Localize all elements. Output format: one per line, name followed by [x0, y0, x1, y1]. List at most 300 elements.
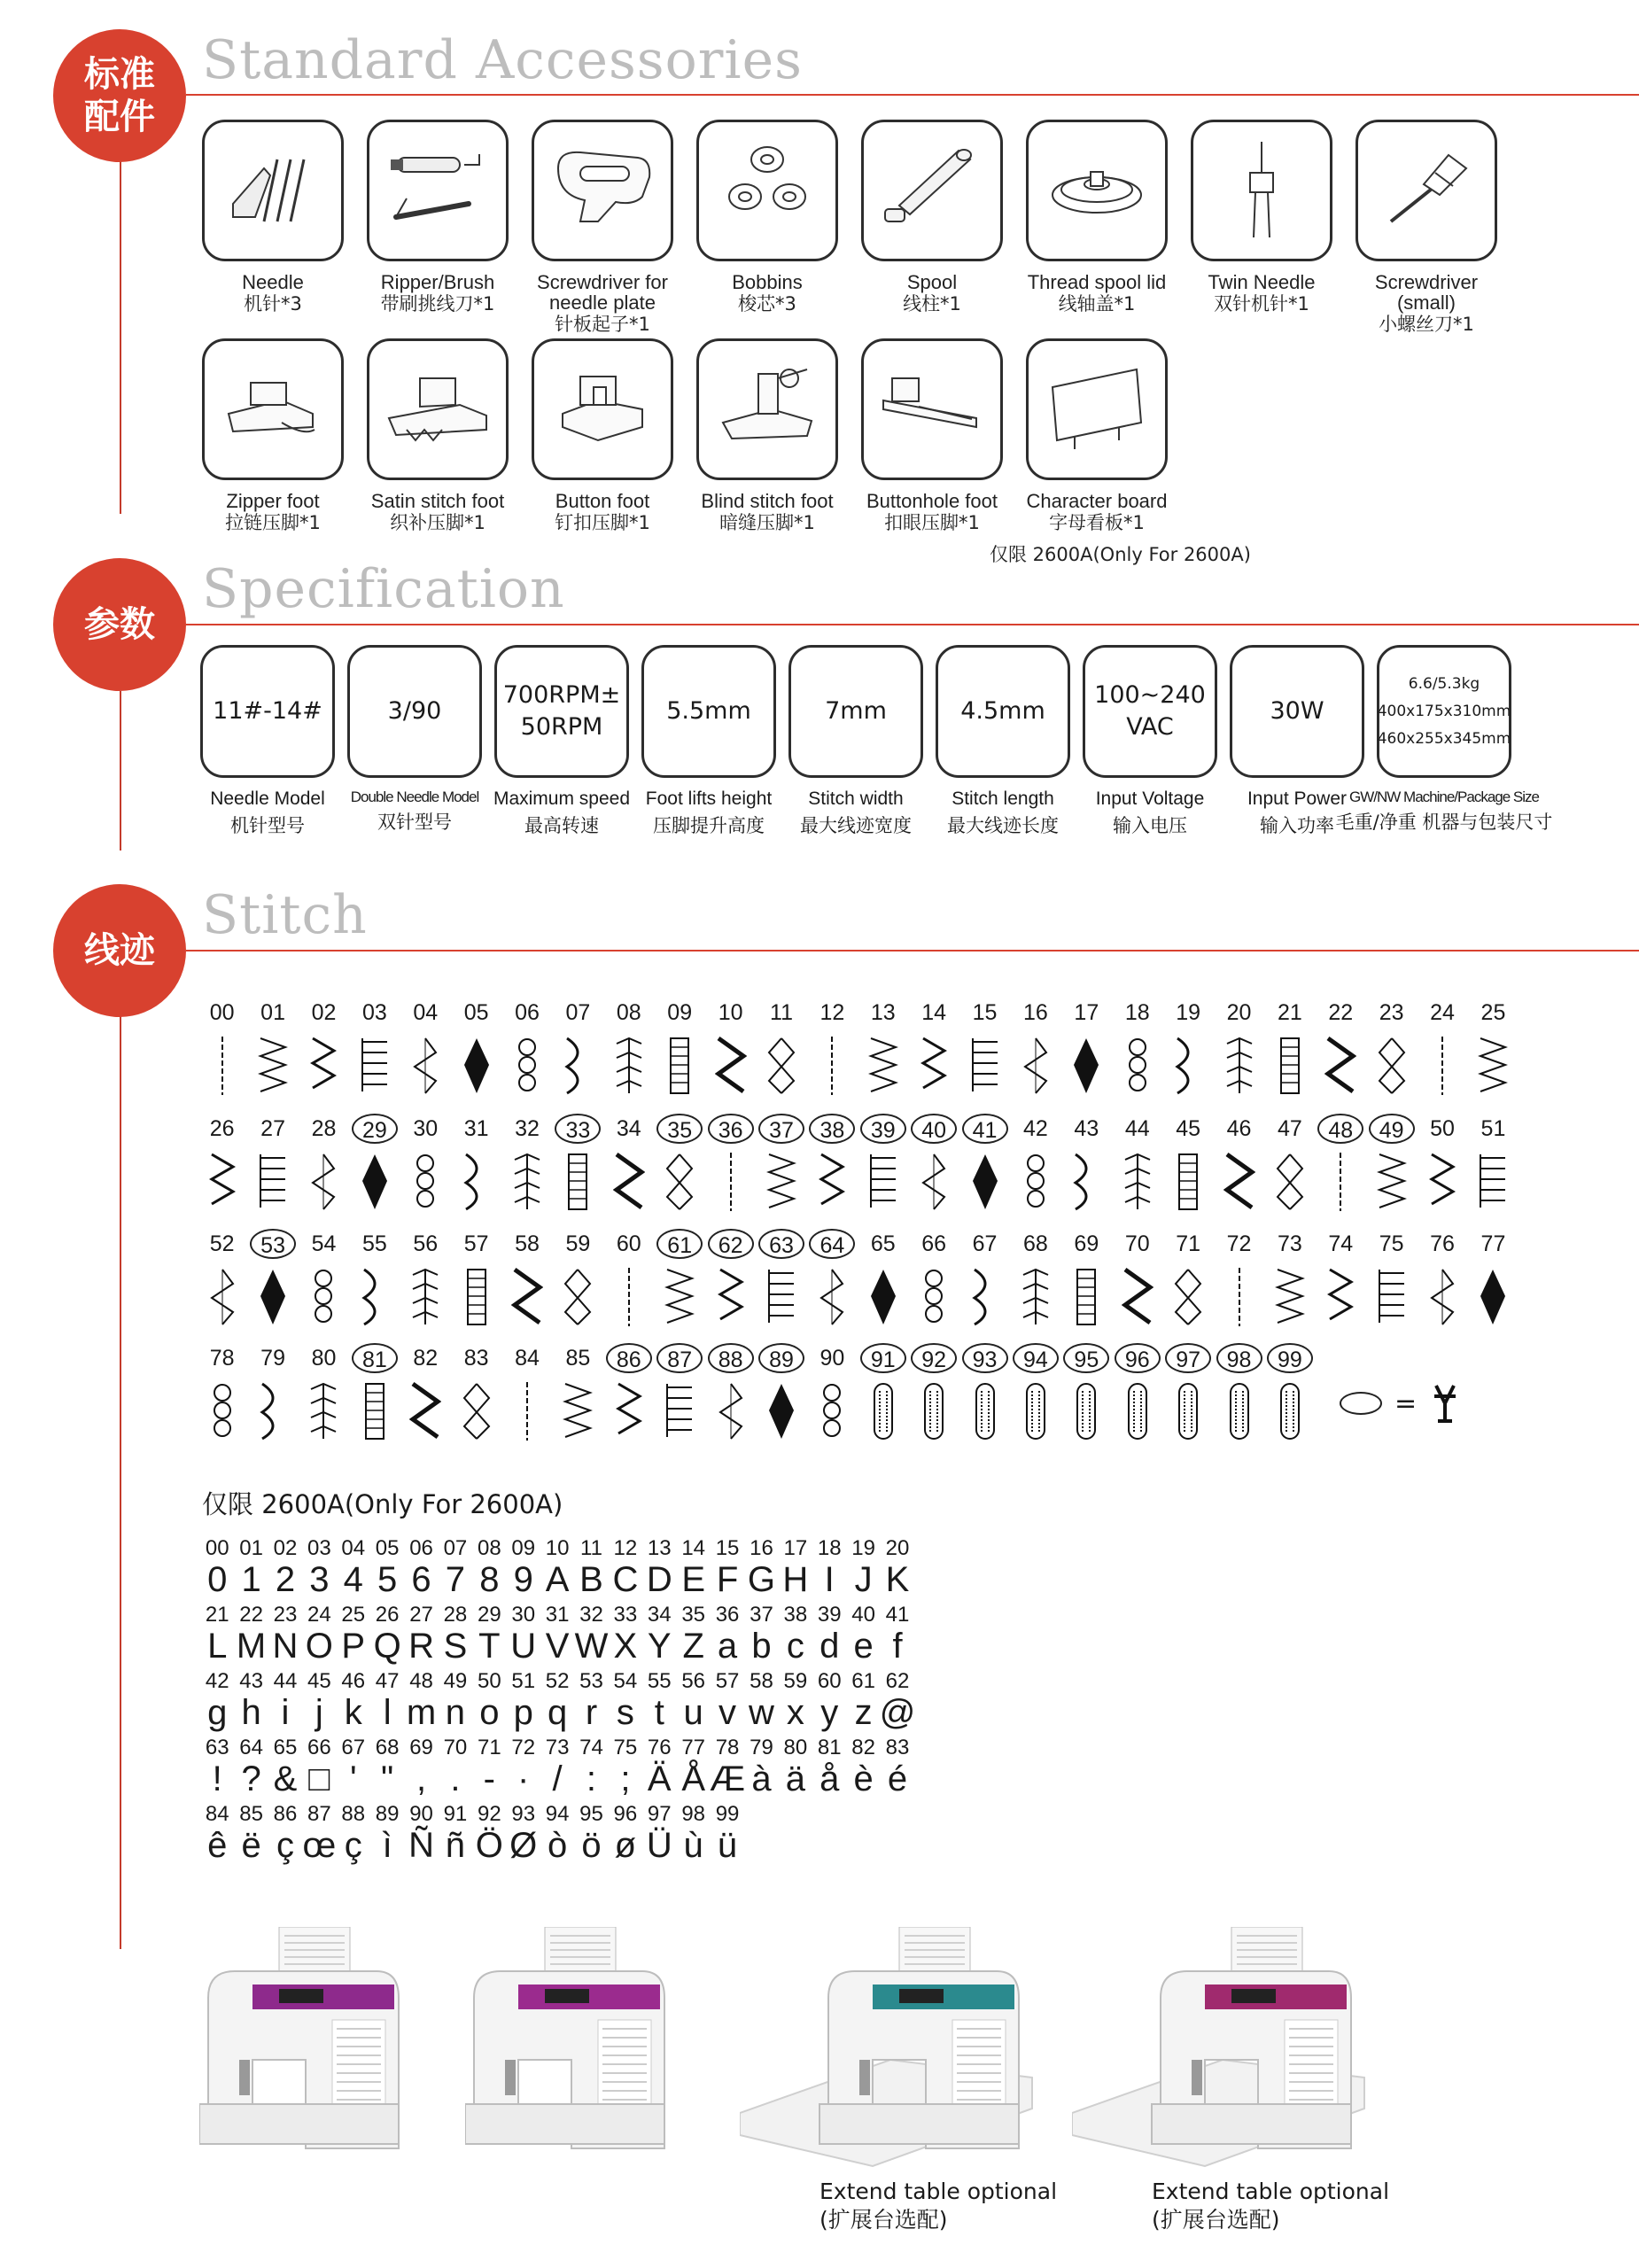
- accessory-item: [202, 120, 344, 337]
- spec-label-en: Double Needle Model: [350, 788, 479, 805]
- stitch-item: [299, 1343, 349, 1442]
- character-number: 64: [239, 1736, 263, 1759]
- character-item: [234, 1604, 268, 1666]
- spec-item: [1335, 645, 1553, 838]
- character-glyph: b: [751, 1627, 772, 1666]
- character-glyph: ë: [241, 1826, 261, 1865]
- character-number: 74: [579, 1736, 603, 1759]
- stitch-item: [1264, 998, 1315, 1097]
- stitch-number: 76: [1430, 1231, 1455, 1256]
- stitch-number: 29: [352, 1114, 398, 1144]
- spec-value-box: 6.6/5.3kg 400x175x310mm 460x255x345mm: [1377, 645, 1511, 778]
- stitch-pattern-icon: [307, 1151, 339, 1213]
- character-number: 19: [851, 1536, 875, 1560]
- stitch-number: 45: [1176, 1116, 1201, 1141]
- stitch-pattern-icon: [1426, 1035, 1458, 1097]
- stitch-item: [1214, 998, 1264, 1097]
- stitch-item: [756, 1229, 806, 1328]
- stitch-number: 60: [616, 1231, 641, 1256]
- character-glyph: □: [308, 1759, 330, 1798]
- stitch-pattern-icon: [765, 1380, 797, 1442]
- character-number: 63: [205, 1736, 229, 1759]
- oval-icon: [1340, 1392, 1382, 1415]
- stitch-pattern-icon: [715, 1266, 747, 1328]
- character-item: [472, 1604, 506, 1666]
- spec-value-box: 7mm: [788, 645, 923, 778]
- character-number: 90: [409, 1802, 433, 1826]
- character-number: 60: [817, 1669, 842, 1693]
- spec-value-box: 700RPM± 50RPM: [494, 645, 629, 778]
- character-glyph: X: [613, 1627, 638, 1666]
- character-item: [711, 1670, 744, 1732]
- character-number: 72: [511, 1736, 536, 1759]
- stitch-pattern-icon: [867, 1266, 899, 1328]
- stitch-pattern-icon: [257, 1151, 289, 1213]
- character-glyph: i: [281, 1693, 290, 1732]
- character-number: 49: [443, 1669, 468, 1693]
- spec-label-en: Foot lifts height: [645, 788, 773, 809]
- character-number: 15: [715, 1536, 740, 1560]
- stitch-item: [349, 1114, 400, 1213]
- stitch-number: 14: [921, 1000, 947, 1025]
- stitch-number: 99: [1267, 1343, 1313, 1373]
- stitch-pattern-icon: [1172, 1380, 1204, 1442]
- accessory-name-zh: 梭芯*3: [738, 293, 796, 315]
- character-item: [642, 1537, 676, 1599]
- character-number: 73: [545, 1736, 570, 1759]
- character-item: [676, 1803, 710, 1865]
- stitch-number: 84: [515, 1346, 540, 1371]
- stitch-pattern-icon: [765, 1266, 797, 1328]
- stitch-item: [1010, 998, 1060, 1097]
- spec-label-en: Input Voltage: [1095, 788, 1205, 809]
- stitch-pattern-icon: [461, 1380, 493, 1442]
- badge-text: 标准: [84, 54, 155, 95]
- stitch-number: 26: [209, 1116, 235, 1141]
- stitch-number: 47: [1277, 1116, 1302, 1141]
- section-rule: [186, 94, 1639, 96]
- stitch-number: 27: [260, 1116, 285, 1141]
- stitch-item: [1316, 1229, 1366, 1328]
- stitch-number: 85: [565, 1346, 591, 1371]
- stitch-item: [501, 1229, 552, 1328]
- accessory-name-zh: 机针*3: [244, 293, 302, 315]
- character-item: [404, 1670, 438, 1732]
- character-glyph: Æ: [710, 1759, 746, 1798]
- stitch-pattern-icon: [1172, 1035, 1204, 1097]
- character-glyph: P: [341, 1627, 366, 1666]
- character-number: 78: [715, 1736, 740, 1759]
- character-glyph: 0: [207, 1560, 228, 1599]
- character-item: [302, 1736, 336, 1798]
- stitch-pattern-icon: [409, 1380, 441, 1442]
- spec-label-zh: 双针型号: [377, 812, 452, 833]
- stitch-number: 80: [311, 1346, 337, 1371]
- accessory-name-en: Character board: [1026, 490, 1168, 512]
- character-glyph: B: [579, 1560, 603, 1599]
- character-item: [200, 1803, 234, 1865]
- accessory-item: [532, 120, 673, 337]
- character-glyph: h: [241, 1693, 261, 1732]
- character-number: 12: [613, 1536, 638, 1560]
- stitch-item: [959, 1229, 1010, 1328]
- character-number: 98: [681, 1802, 706, 1826]
- stitch-number: 93: [962, 1343, 1008, 1373]
- character-item: [439, 1670, 472, 1732]
- character-glyph: Y: [647, 1627, 672, 1666]
- character-number: 01: [239, 1536, 263, 1560]
- character-item: [676, 1670, 710, 1732]
- character-glyph: c: [786, 1627, 804, 1666]
- stitch-number: 38: [809, 1114, 855, 1144]
- character-glyph: 8: [479, 1560, 500, 1599]
- character-item: [676, 1736, 710, 1798]
- stitch-pattern-icon: [1376, 1266, 1408, 1328]
- character-number: 86: [273, 1802, 298, 1826]
- stitch-pattern-icon: [307, 1266, 339, 1328]
- accessory-name-en: Blind stitch foot: [701, 490, 834, 512]
- character-item: [676, 1604, 710, 1666]
- stitch-pattern-icon: [1223, 1035, 1255, 1097]
- specification-badge: [53, 558, 186, 691]
- stitch-item: [603, 1229, 654, 1328]
- character-item: [812, 1604, 846, 1666]
- character-glyph: l: [383, 1693, 392, 1732]
- character-item: [507, 1670, 540, 1732]
- thread-spool-lid-icon: [1039, 133, 1154, 248]
- stitch-pattern-icon: [867, 1035, 899, 1097]
- stitch-number: 13: [870, 1000, 896, 1025]
- stitch-item: [807, 1229, 858, 1328]
- stitch-number: 57: [463, 1231, 489, 1256]
- stitch-item: [603, 998, 654, 1097]
- only-for-note: 仅限 2600A(Only For 2600A): [202, 1489, 563, 1519]
- stitch-pattern-icon: [1223, 1380, 1255, 1442]
- sewing-machine: [465, 1927, 678, 2179]
- character-number: 84: [205, 1802, 229, 1826]
- button-foot-icon: [545, 352, 660, 467]
- character-glyph: d: [820, 1627, 840, 1666]
- stitch-item: [655, 1229, 705, 1328]
- stitch-pattern-icon: [664, 1380, 695, 1442]
- character-glyph: ö: [581, 1826, 602, 1865]
- character-item: [642, 1670, 676, 1732]
- accessory-name-zh: 字母看板*1: [1049, 512, 1145, 533]
- character-number: 67: [341, 1736, 366, 1759]
- character-number: 29: [477, 1603, 501, 1627]
- character-glyph: ò: [547, 1826, 568, 1865]
- character-number: 18: [817, 1536, 842, 1560]
- character-glyph: 3: [309, 1560, 330, 1599]
- spec-label-zh: 机针型号: [230, 815, 305, 836]
- character-item: [642, 1736, 676, 1798]
- character-number: 69: [409, 1736, 433, 1759]
- stitch-badge: [53, 884, 186, 1017]
- stitch-item: [908, 1343, 959, 1442]
- accessory-name-en: Ripper/Brush: [380, 271, 495, 293]
- character-number: 88: [341, 1802, 366, 1826]
- character-glyph: ä: [785, 1759, 805, 1798]
- zipper-foot-icon: [215, 352, 330, 467]
- stitch-number: 10: [718, 1000, 743, 1025]
- stitch-pattern-icon: [969, 1380, 1001, 1442]
- stitch-item: [1468, 1229, 1519, 1328]
- stitch-item: [1162, 998, 1213, 1097]
- stitch-item: [197, 998, 247, 1097]
- stitch-pattern-icon: [562, 1380, 594, 1442]
- stitch-item: [756, 1343, 806, 1442]
- stitch-number: 75: [1379, 1231, 1404, 1256]
- stitch-number: 92: [911, 1343, 957, 1373]
- stitch-number: 97: [1165, 1343, 1211, 1373]
- character-glyph: C: [612, 1560, 639, 1599]
- character-item: [337, 1736, 370, 1798]
- stitch-pattern-icon: [359, 1380, 391, 1442]
- character-item: [779, 1604, 812, 1666]
- character-number: 06: [409, 1536, 433, 1560]
- character-number: 32: [579, 1603, 603, 1627]
- stitch-pattern-icon: [562, 1266, 594, 1328]
- stitch-pattern-icon: [1122, 1035, 1154, 1097]
- spec-value-box: 4.5mm: [936, 645, 1070, 778]
- character-number: 30: [511, 1603, 536, 1627]
- character-glyph: F: [716, 1560, 739, 1599]
- stitch-item: [1264, 1229, 1315, 1328]
- stitch-item: [1214, 1114, 1264, 1213]
- character-number: 42: [205, 1669, 229, 1693]
- stitch-number: 53: [250, 1229, 296, 1259]
- stitch-row: [197, 1114, 1519, 1213]
- character-number: 44: [273, 1669, 298, 1693]
- spec-value-box: 30W: [1230, 645, 1364, 778]
- character-number: 36: [715, 1603, 740, 1627]
- character-glyph: Ö: [475, 1826, 503, 1865]
- accessory-name-en: Screwdriver (small): [1374, 271, 1479, 314]
- stitch-number: 22: [1328, 1000, 1354, 1025]
- stitch-number: 33: [555, 1114, 601, 1144]
- accessory-box: [367, 338, 509, 480]
- character-item: [540, 1604, 574, 1666]
- stitch-pattern-icon: [511, 1380, 543, 1442]
- character-item: [404, 1803, 438, 1865]
- accessories-row: [202, 338, 1168, 535]
- stitch-pattern-icon: [816, 1151, 848, 1213]
- character-glyph: p: [513, 1693, 533, 1732]
- twin-needle-icon: [1204, 133, 1319, 248]
- stitch-pattern-icon: [1223, 1266, 1255, 1328]
- accessory-name-en: Thread spool lid: [1027, 271, 1167, 293]
- accessory-item: [1191, 120, 1332, 337]
- character-item: [370, 1803, 404, 1865]
- stitch-pattern-icon: [1070, 1151, 1102, 1213]
- character-item: [574, 1803, 608, 1865]
- stitch-pattern-icon: [1477, 1266, 1509, 1328]
- character-number: 83: [885, 1736, 910, 1759]
- specs-row: [200, 645, 1553, 838]
- character-glyph: j: [315, 1693, 323, 1732]
- character-glyph: m: [406, 1693, 437, 1732]
- satin-foot-icon: [380, 352, 495, 467]
- character-glyph: -: [483, 1759, 495, 1798]
- accessory-name-zh: 小螺丝刀*1: [1379, 314, 1474, 335]
- stitch-item: [400, 1114, 451, 1213]
- spec-item: [494, 645, 629, 838]
- spec-value-box: 5.5mm: [641, 645, 776, 778]
- character-item: [370, 1537, 404, 1599]
- character-item: [609, 1670, 642, 1732]
- character-item: [812, 1537, 846, 1599]
- stitch-number: 32: [515, 1116, 540, 1141]
- character-item: [744, 1604, 778, 1666]
- character-number: 80: [783, 1736, 808, 1759]
- character-number: 77: [681, 1736, 706, 1759]
- accessory-name-zh: 针板起子*1: [555, 314, 650, 335]
- stitch-pattern-icon: [613, 1380, 645, 1442]
- stitch-number: 01: [260, 1000, 285, 1025]
- character-number: 97: [647, 1802, 672, 1826]
- accessory-item: [696, 120, 838, 337]
- stitch-number: 23: [1379, 1000, 1404, 1025]
- character-glyph: ç: [344, 1826, 362, 1865]
- stitch-pattern-icon: [1324, 1035, 1356, 1097]
- character-glyph: ê: [207, 1826, 228, 1865]
- character-item: [846, 1736, 880, 1798]
- stitch-item: [1010, 1114, 1060, 1213]
- character-glyph: x: [786, 1693, 804, 1732]
- stitch-number: 04: [413, 1000, 439, 1025]
- character-number: 66: [307, 1736, 331, 1759]
- character-glyph: ñ: [445, 1826, 466, 1865]
- stitch-item: [1264, 1343, 1315, 1442]
- badge-text: 线迹: [84, 930, 155, 971]
- sewing-machine: [740, 1927, 1112, 2179]
- character-item: [472, 1736, 506, 1798]
- stitch-item: [1468, 998, 1519, 1097]
- badge-text: 配件: [84, 97, 155, 137]
- left-guide-line: [120, 1010, 121, 1949]
- character-number: 41: [885, 1603, 910, 1627]
- bobbins-icon: [710, 133, 825, 248]
- stitch-item: [858, 1114, 908, 1213]
- character-number: 20: [885, 1536, 910, 1560]
- accessory-box: [532, 120, 673, 261]
- stitch-item: [1316, 1114, 1366, 1213]
- stitch-item: [1010, 1343, 1060, 1442]
- character-item: [507, 1803, 540, 1865]
- character-item: [812, 1736, 846, 1798]
- character-item: [370, 1670, 404, 1732]
- character-glyph: J: [854, 1560, 873, 1599]
- stitch-number: 40: [911, 1114, 957, 1144]
- character-number: 21: [205, 1603, 229, 1627]
- stitch-number: 20: [1226, 1000, 1252, 1025]
- character-glyph: D: [646, 1560, 672, 1599]
- stitch-pattern-icon: [1324, 1151, 1356, 1213]
- stitch-item: [908, 1229, 959, 1328]
- character-number: 11: [580, 1536, 602, 1560]
- character-item: [302, 1803, 336, 1865]
- stitch-number: 19: [1176, 1000, 1201, 1025]
- sewing-machine-image: [465, 1927, 678, 2175]
- character-item: [268, 1736, 302, 1798]
- character-glyph: R: [408, 1627, 434, 1666]
- character-item: [846, 1670, 880, 1732]
- sewing-machine: [199, 1927, 412, 2179]
- stitch-number: 52: [209, 1231, 235, 1256]
- stitch-item: [858, 1229, 908, 1328]
- character-glyph: 6: [411, 1560, 431, 1599]
- accessory-box: [202, 338, 344, 480]
- character-number: 04: [341, 1536, 366, 1560]
- character-glyph: H: [782, 1560, 809, 1599]
- stitch-number: 30: [413, 1116, 439, 1141]
- section-title: Standard Accessories: [202, 29, 803, 91]
- stitch-item: [553, 998, 603, 1097]
- stitch-item: [959, 998, 1010, 1097]
- stitch-item: [1214, 1229, 1264, 1328]
- stitch-pattern-icon: [969, 1151, 1001, 1213]
- character-number: 45: [307, 1669, 331, 1693]
- stitch-number: 91: [860, 1343, 906, 1373]
- stitch-number: 51: [1480, 1116, 1506, 1141]
- character-number: 00: [205, 1536, 229, 1560]
- stitch-item: [1162, 1343, 1213, 1442]
- stitch-pattern-icon: [1020, 1151, 1052, 1213]
- spool-icon: [874, 133, 990, 248]
- character-item: [507, 1537, 540, 1599]
- machine-caption: Extend table optional (扩展台选配): [1152, 2179, 1390, 2233]
- section-rule: [186, 950, 1639, 951]
- spec-item: [788, 645, 923, 838]
- character-glyph: 9: [513, 1560, 533, 1599]
- stitch-item: [553, 1229, 603, 1328]
- accessory-item: [861, 120, 1003, 337]
- accessory-name-en: Needle: [242, 271, 304, 293]
- character-item: [268, 1670, 302, 1732]
- character-number: 54: [613, 1669, 638, 1693]
- character-item: [881, 1537, 914, 1599]
- stitch-number: 83: [463, 1346, 489, 1371]
- character-number: 92: [477, 1802, 501, 1826]
- stitch-item: [197, 1229, 247, 1328]
- stitch-pattern-icon: [307, 1035, 339, 1097]
- character-number: 89: [375, 1802, 400, 1826]
- stitch-number: 63: [758, 1229, 804, 1259]
- stitch-item: [655, 998, 705, 1097]
- character-item: [439, 1604, 472, 1666]
- stitch-pattern-icon: [664, 1035, 695, 1097]
- character-number: 23: [273, 1603, 298, 1627]
- character-glyph: a: [717, 1627, 738, 1666]
- screwdriver-plate-icon: [545, 133, 660, 248]
- character-number: 39: [817, 1603, 842, 1627]
- stitch-item: [247, 1343, 298, 1442]
- stitch-pattern-icon: [461, 1266, 493, 1328]
- character-glyph: O: [305, 1627, 333, 1666]
- character-item: [779, 1537, 812, 1599]
- stitch-number: 39: [860, 1114, 906, 1144]
- machine-gallery: [199, 1927, 1440, 2233]
- spec-value-box: 100~240 VAC: [1083, 645, 1217, 778]
- stitch-item: [1214, 1343, 1264, 1442]
- character-glyph: Q: [373, 1627, 401, 1666]
- character-item: [881, 1604, 914, 1666]
- stitch-number: 48: [1317, 1114, 1363, 1144]
- buttonhole-foot-icon: [874, 352, 990, 467]
- stitch-item: [1264, 1114, 1315, 1213]
- character-glyph: ': [349, 1759, 357, 1798]
- character-glyph: G: [747, 1560, 775, 1599]
